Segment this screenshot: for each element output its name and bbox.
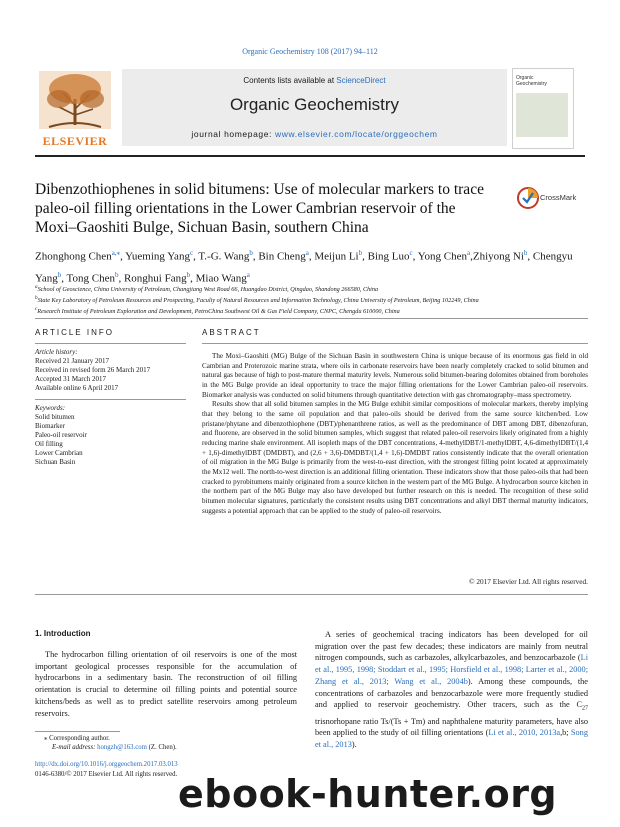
- info-head-rule: [35, 343, 186, 344]
- email-suffix: (Z. Chen).: [146, 744, 177, 752]
- author-affiliation-marker[interactable]: c: [189, 249, 194, 257]
- author-affiliation-marker[interactable]: b: [358, 249, 363, 257]
- abstract-paragraph-2: Results show that all solid bitumen samples in the MG Bulge exhibit similar compositions of molecular markers, thereby implying that they belong to the same oil population and that paleo-oils should be derived from the same source kitchen/bed. Low pristane/phytane and dibenzothiophene (DBT)/phenanthrene ratios, as well as the predominance of DBT among DBT, dibenzofuran, and fluorene, are observed in the solid bitumen samples, which suggest that related paleo-oil reservoirs likely originated from a highly reducing marine shale environment. All isopleth maps of the DBT concentrations, 4-methylDBT/1-methylDBT, 4,6-dimethylDBT/(1,4 + 1,6)-dimethylDBT (DMDBT), and (2,6 + 3,6)-DMDBT/(1,4 + 1,6)-DMDBT ratios consistently indicate that the overall orientation of oil migration in the MG Bulge is primarily from the west-to-east direction, with the strongest filling point located at approximately the Mx12 well. The north-to-west direction is an additional filling orientation. These indicators show that those paleo-oils that had been cracked to pyrobitumens mainly originated from a source kitchen in the western part of the MG Bulge. A hydrocarbon source kitchen in the northern part of the MG Bulge may also have developed but further research on this is needed. The recognition of these solid bitumen molecular signatures, particularly the consistent results using DBT concentrations and alkyl DBT thermal maturity indicators, suggests a potential approach that can be applied to the study of paleo-oil reservoirs.: [202, 400, 588, 515]
- author-separator: ,: [412, 250, 418, 263]
- body-right-column: [315, 629, 588, 751]
- author-affiliation-marker[interactable]: a: [305, 249, 309, 257]
- intro-paragraph-2: [315, 629, 588, 751]
- abstract-head-rule: [202, 343, 588, 344]
- watermark-text: ebook-hunter.org: [178, 772, 558, 816]
- affiliation: [35, 294, 590, 305]
- author-name: Bing Luo: [367, 250, 410, 263]
- author-name: Miao Wang: [195, 272, 247, 285]
- author-name: Yong Chen: [417, 250, 468, 263]
- author-separator: ,: [470, 250, 473, 263]
- author-name: Zhonghong Chen: [35, 250, 112, 263]
- history-item: Accepted 31 March 2017: [35, 375, 106, 383]
- affiliation-letter: c: [35, 306, 38, 313]
- subscript: 27: [582, 705, 588, 712]
- email-link[interactable]: hongzh@163.com: [97, 744, 147, 752]
- author-name: Meijun Li: [314, 250, 359, 263]
- doi-link[interactable]: http://dx.doi.org/10.1016/j.orggeochem.2017.03.013: [35, 761, 178, 768]
- citation-link[interactable]: Li et al., 1995, 1998; Stoddart et al., 1995; Horsfield et al., 1998; Larter et al., 2000; Zhang et al., 2013; Wang et al., 2004b: [315, 653, 588, 686]
- paper-title: Dibenzothiophenes in solid bitumens: Use of molecular markers to trace paleo-oil filling orientations in the Lower Cambrian reservoir of the Moxi–Gaoshiti Bulge, Sichuan Basin, southern China: [35, 181, 484, 236]
- author-separator: ,: [120, 250, 126, 263]
- author-affiliation-marker[interactable]: a: [467, 249, 471, 257]
- author-name: Yueming Yang: [125, 250, 190, 263]
- author-affiliation-marker[interactable]: b: [114, 270, 119, 279]
- author-affiliation-marker[interactable]: c: [409, 249, 413, 257]
- author-affiliation-marker[interactable]: b: [57, 270, 62, 279]
- author-separator: ,: [362, 250, 368, 263]
- author-separator: ,: [308, 250, 315, 263]
- keyword: Biomarker: [35, 422, 65, 430]
- author-affiliation-marker[interactable]: b: [249, 249, 253, 257]
- author-name: Bin Cheng: [258, 250, 306, 263]
- history-item: Received 21 January 2017: [35, 357, 110, 365]
- sciencedirect-link[interactable]: ScienceDirect: [336, 76, 386, 85]
- text-run: ). Among these compounds, the concentrations of carbazoles and benzocarbazole were more frequently studied and applied to reservoir geochemistry. Other tracers, such as the C: [315, 676, 588, 710]
- author-name: Zhiyong Ni: [472, 250, 524, 263]
- cover-title: Organic Geochemistry: [516, 75, 547, 87]
- contents-prefix: Contents lists available at: [243, 76, 337, 85]
- intro-paragraph: The hydrocarbon filling orientation of oil reservoirs is one of the most important geological processes responsible for the accumulation of hydrocarbons in a sedimentary basin. The reconstruction of oil filling orientation is crucial to determine oil filling points and potential source kitchens/beds as well as to predict satellite reservoirs among petroleum reservoirs.: [35, 650, 297, 718]
- citation-link[interactable]: Song et al., 2013: [315, 728, 588, 749]
- author-affiliation-marker[interactable]: a: [246, 270, 250, 279]
- crossmark-label[interactable]: CrossMark: [540, 193, 577, 202]
- author-name: Tong Chen: [66, 272, 115, 285]
- affiliation-letter: b: [35, 295, 38, 302]
- keyword: Sichuan Basin: [35, 458, 76, 466]
- homepage-line: [122, 129, 507, 139]
- corresponding-author-note: ⁎ Corresponding author.: [44, 735, 110, 742]
- abstract-heading: ABSTRACT: [202, 328, 261, 337]
- affiliation-letter: a: [35, 284, 38, 290]
- author-separator: ,: [193, 250, 199, 263]
- abstract-paragraph-1: The Moxi–Gaoshiti (MG) Bulge of the Sichuan Basin in southwestern China is unique because of its enormous gas field in old Cambrian and Proterozoic marine strata, where oils in carbonate reservoirs have been nearly completely cracked to solid bitumen and natural gas because of high to post-mature thermal maturity levels. Numerous solid bitumen-bearing dolomites obtained from boreholes in the MG Bulge provide an ideal opportunity to trace the major filling orientations for the Lower Cambrian paleo-oil reservoirs. Biomarker analysis was conducted on solid bitumens through quantitative detection with gas chromatography–mass spectrometry.: [202, 352, 588, 399]
- footnote-rule: [35, 731, 120, 732]
- keyword: Oil filling: [35, 440, 63, 448]
- article-history: [35, 348, 186, 393]
- cover-graphic: [516, 93, 568, 137]
- elsevier-wordmark: ELSEVIER: [42, 134, 108, 148]
- keywords-label: Keywords:: [35, 404, 66, 412]
- header-rule: [35, 155, 585, 157]
- body-left-column: [35, 649, 297, 719]
- author-separator: ,: [252, 250, 259, 263]
- journal-reference[interactable]: Organic Geochemistry 108 (2017) 94–112: [242, 47, 378, 56]
- article-info-heading: ARTICLE INFO: [35, 328, 114, 337]
- text-run: trisnorhopane ratio Ts/(Ts + Tm) and naphthalene maturity parameters, have also been applied to the study of oil filling orientations (: [315, 716, 588, 738]
- author-affiliation-marker[interactable]: b: [186, 270, 191, 279]
- email-label: E-mail address:: [52, 744, 98, 752]
- contents-line: [122, 76, 507, 85]
- author-name: Chengyu Yang: [35, 250, 573, 285]
- history-item: Available online 6 April 2017: [35, 384, 119, 392]
- author-list: [35, 244, 590, 287]
- keyword: Solid bitumen: [35, 413, 75, 421]
- text-run: ,b;: [560, 728, 571, 738]
- affiliation: [35, 305, 590, 316]
- author-name: Ronghui Fang: [123, 272, 187, 285]
- top-rule: [35, 318, 588, 319]
- affiliation-text: State Key Laboratory of Petroleum Resources and Prospecting, Faculty of Natural Resources and Information Technology, China University of Petroleum, Beijing 102249, China: [37, 297, 479, 305]
- issn-line: 0146-6380/© 2017 Elsevier Ltd. All rights reserved.: [35, 770, 178, 778]
- author-separator: ,: [118, 272, 124, 285]
- author-affiliation-marker[interactable]: b: [523, 249, 528, 257]
- history-item: Received in revised form 26 March 2017: [35, 366, 151, 374]
- section-title-introduction: 1. Introduction: [35, 629, 91, 638]
- abstract-bottom-rule: [35, 594, 588, 595]
- keyword-list: [35, 404, 186, 467]
- homepage-prefix: journal homepage:: [191, 129, 275, 139]
- email-line: [44, 743, 294, 752]
- author-name: T.-G. Wang: [198, 250, 250, 263]
- affiliation-list: [35, 283, 590, 316]
- keyword: Paleo-oil reservoir: [35, 431, 87, 439]
- keyword: Lower Cambrian: [35, 449, 83, 457]
- homepage-link[interactable]: www.elsevier.com/locate/orggeochem: [274, 129, 438, 139]
- abstract-body: [202, 352, 588, 516]
- history-label: Article history:: [35, 348, 78, 356]
- author-separator: ,: [190, 272, 196, 285]
- citation-link[interactable]: Li et al., 2010, 2013a: [488, 728, 561, 738]
- affiliation: [35, 283, 590, 294]
- footnote: [44, 734, 294, 753]
- author-affiliation-marker[interactable]: a,⁎: [111, 249, 121, 257]
- journal-title: Organic Geochemistry: [229, 95, 400, 114]
- affiliation-text: Research Institute of Petroleum Exploration and Development, PetroChina Southwest Oil & Gas Field Company, CNPC, Chengdu 610000, China: [37, 308, 400, 316]
- text-run: A series of geochemical tracing indicators has been developed for oil migration over the past few decades; these indicators are mainly from neutral nitrogen compounds, such as carbazoles, alkylcarbazoles, and benzocarbazole (: [315, 630, 588, 663]
- affiliation-text: School of Geoscience, China University of Petroleum, Changjiang West Road 66, Huangdao District, Qingdao, Shandong 266580, China: [37, 286, 379, 294]
- abstract-copyright: © 2017 Elsevier Ltd. All rights reserved.: [468, 577, 588, 586]
- journal-cover-thumbnail[interactable]: [512, 68, 574, 149]
- author-separator: ,: [527, 250, 533, 263]
- text-run: ).: [351, 739, 357, 749]
- author-separator: ,: [61, 272, 67, 285]
- keywords-rule: [35, 399, 186, 400]
